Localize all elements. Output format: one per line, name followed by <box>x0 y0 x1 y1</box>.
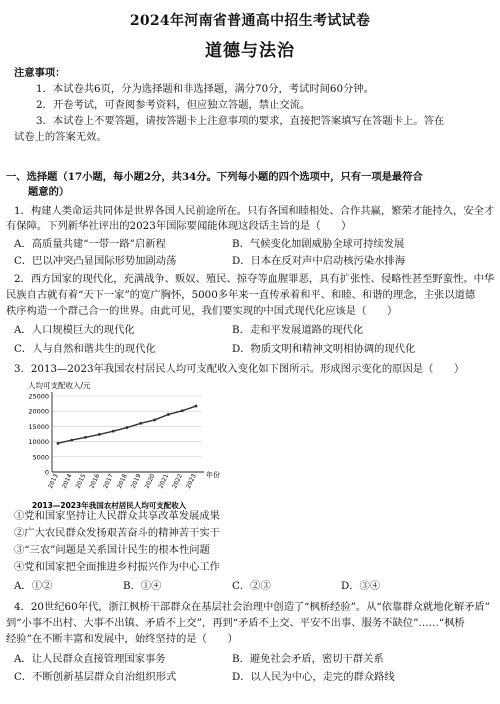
chart-data-point <box>84 436 87 439</box>
chart-x-ticks <box>47 473 198 490</box>
question-1-text: 1．构建人类命运共同体是世界各国人民前途所在。只有各国和睦相处、合作共赢，繁荣才能持久，安全才 <box>14 205 495 217</box>
chart-data-point <box>126 426 129 429</box>
question-4-option-b[interactable]: B．避免社会矛盾，密切干群关系 <box>232 653 384 665</box>
question-3-text: 3．2013—2023年我国农村居民人均可支配收入变化如下图所示。形成图示变化的原因是（ ） <box>14 363 465 375</box>
chart-x-tick-label: 2016 <box>88 472 102 490</box>
question-3-item: ①党和国家坚持让人民群众共享改革发展成果 <box>14 510 220 522</box>
chart-data-point <box>195 405 198 408</box>
question-3-option-b[interactable]: B．①④ <box>123 580 162 592</box>
chart-x-tick-label: 2019 <box>129 472 143 490</box>
exam-title: 2024年河南省普通高中招生考试试卷 <box>129 13 371 29</box>
income-line-chart <box>10 378 230 516</box>
question-4-text: 4．20世纪60年代，浙江枫桥干部群众在基层社会治理中创造了“枫桥经验”。从“依靠群众就地化解矛盾” <box>14 601 490 613</box>
chart-y-tick-label: 0 <box>44 468 49 477</box>
chart-y-tick-label: 10000 <box>28 438 49 447</box>
chart-data-point <box>57 442 60 445</box>
question-2-option-b[interactable]: B．走和平发展道路的现代化 <box>232 324 364 336</box>
chart-y-tick-label: 15000 <box>28 422 49 431</box>
question-2-text: 2．西方国家的现代化，充满战争、贩奴、殖民、掠夺等血腥罪恶，具有扩张性、侵略性甚至野蛮性。中华 <box>14 273 495 285</box>
section-heading: 题意的） <box>28 186 70 198</box>
chart-y-ticks <box>28 393 49 477</box>
chart-x-tick-label: 2022 <box>171 472 185 490</box>
question-2-text: 民族自古就有着“天下一家”的宽广胸怀，5000多年来一直传承着和平、和睦、和谐的理念，主张以道德 <box>6 289 476 301</box>
section-heading: 一、选择题（17小题，每小题2分，共34分。下列每小题的四个选项中，只有一项是最符合 <box>6 171 423 183</box>
note-item: 试卷上的答案无效。 <box>14 131 107 143</box>
chart-data-point <box>112 430 115 433</box>
chart-series-line <box>58 406 196 443</box>
question-1-option-c[interactable]: C．巴以冲突凸显国际形势加剧动荡 <box>14 255 177 267</box>
question-3-item: ③“三农”问题是关系国计民生的根本性问题 <box>14 544 210 556</box>
question-3-option-d[interactable]: D．③④ <box>341 580 381 592</box>
chart-y-tick-label: 25000 <box>28 392 49 401</box>
note-item: 2．开卷考试，可查阅参考资料，但应独立答题，禁止交流。 <box>36 99 311 111</box>
question-2-option-c[interactable]: C．人与自然和谐共生的现代化 <box>14 343 156 355</box>
chart-x-tick-label: 2020 <box>143 472 157 490</box>
chart-data-point <box>70 439 73 442</box>
question-2-option-d[interactable]: D．物质文明和精神文明相协调的现代化 <box>232 343 416 355</box>
chart-x-tick-label: 2023 <box>185 472 198 490</box>
chart-y-tick-label: 20000 <box>28 407 49 416</box>
chart-x-axis-label: 年份 <box>206 471 220 479</box>
question-3-option-c[interactable]: C．②③ <box>232 580 271 592</box>
note-item: 3．本试卷上不要答题，请按答题卡上注意事项的要求，直接把答案填写在答题卡上。答在 <box>36 115 445 127</box>
question-1-option-b[interactable]: B．气候变化加剧威胁全球可持续发展 <box>232 238 405 250</box>
question-3-item: ④党和国家把全面推进乡村振兴作为中心工作 <box>14 561 220 573</box>
subject-title: 道德与法治 <box>205 41 295 61</box>
chart-x-tick-label: 2014 <box>60 472 74 490</box>
chart-caption: 2013—2023年我国农村居民人均可支配收入 <box>32 501 187 510</box>
question-1-option-a[interactable]: A．高质量共建“一带一路”启新程 <box>14 238 166 250</box>
question-2-option-a[interactable]: A．人口规模巨大的现代化 <box>14 324 135 336</box>
question-1-option-d[interactable]: D．日本在反对声中启动核污染水排海 <box>232 255 406 267</box>
chart-data-point <box>167 413 170 416</box>
chart-axes <box>52 392 204 472</box>
question-4-option-c[interactable]: C．不断创新基层群众自治组织形式 <box>14 671 177 683</box>
question-3-item: ②广大农民群众发扬艰苦奋斗的精神苦干实干 <box>14 527 220 539</box>
chart-data-point <box>139 422 142 425</box>
question-4-option-d[interactable]: D．以人民为中心，走完的群众路线 <box>232 671 395 683</box>
question-1-text: 有保障。下列新华社评出的2023年国际要闻能体现这段话主旨的是（ ） <box>6 220 352 232</box>
chart-x-tick-label: 2021 <box>157 472 171 490</box>
chart-x-tick-label: 2013 <box>47 472 60 490</box>
chart-x-tick-label: 2017 <box>102 472 116 490</box>
notes-heading: 注意事项： <box>14 67 66 79</box>
chart-data-point <box>153 419 156 422</box>
chart-x-tick-label: 2015 <box>74 472 88 490</box>
chart-title: 人均可支配收入/元 <box>28 381 91 390</box>
chart-data-point <box>181 409 184 412</box>
note-item: 1．本试卷共6页，分为选择题和非选择题，满分70分，考试时间60分钟。 <box>36 83 374 95</box>
question-4-option-a[interactable]: A．让人民群众直接管理国家事务 <box>14 653 166 665</box>
chart-y-tick-label: 5000 <box>32 453 49 462</box>
chart-data-point <box>98 433 101 436</box>
question-2-text: 秩序构造一个群己合一的世界。由此可见，我们要实现的中国式现代化应该是（ ） <box>6 305 398 317</box>
question-3-option-a[interactable]: A．①② <box>14 580 53 592</box>
question-4-text: 经验”在不断丰富和发展中，始终坚持的是（ ） <box>6 633 238 645</box>
chart-x-tick-label: 2018 <box>116 472 129 490</box>
question-4-text: 到“小事不出村、大事不出镇、矛盾不上交”，再到“矛盾不上交、平安不出事、服务不缺位”……“枫桥 <box>6 617 465 629</box>
